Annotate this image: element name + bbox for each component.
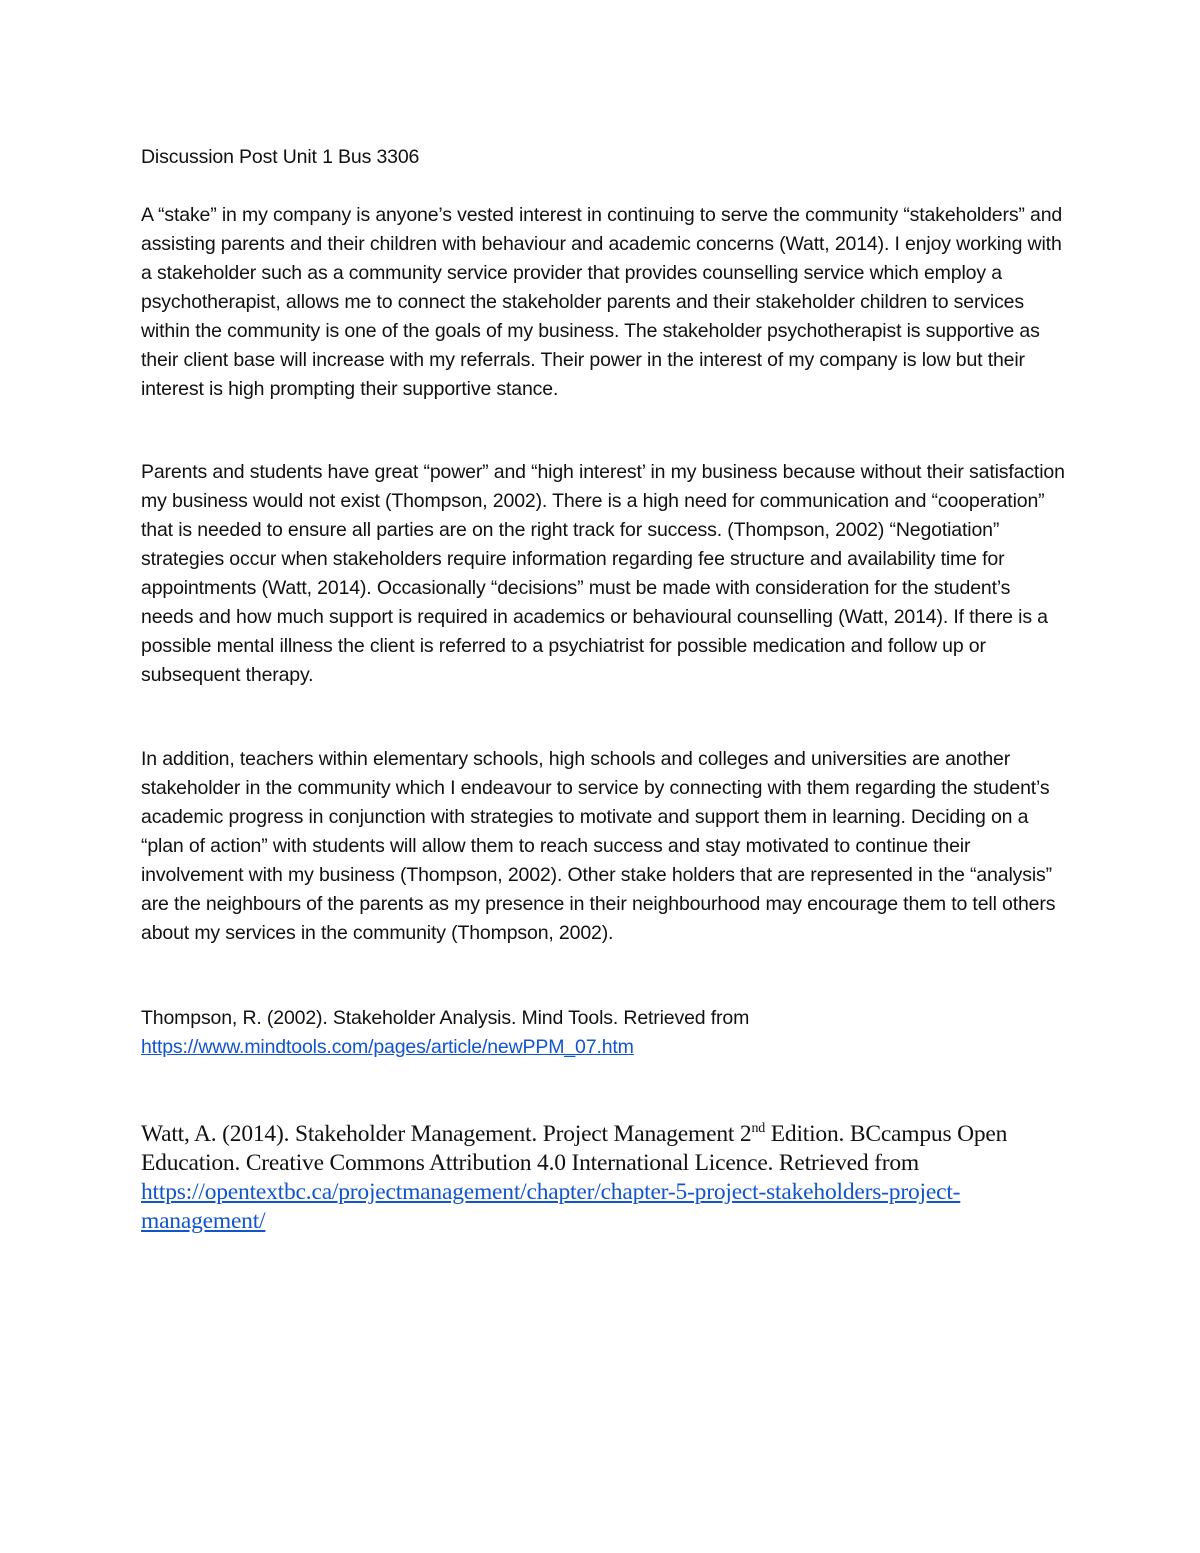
reference-watt-text-1: Watt, A. (2014). Stakeholder Management. Project Management 2 bbox=[141, 1121, 752, 1147]
reference-watt bbox=[141, 1120, 1066, 1236]
paragraph-stakes: A “stake” in my company is anyone’s vested interest in continuing to serve the community “stakeholders” and assisting parents and their children with behaviour and academic concerns (Watt, 2014). I enjoy working with a stakeholder such as a community service provider that provides counselling service which employ a psychotherapist, allows me to connect the stakeholder parents and their stakeholder children to services within the community is one of the goals of my business. The stakeholder psychotherapist is supportive as their client base will increase with my referrals. Their power in the interest of my company is low but their interest is high prompting their supportive stance. bbox=[141, 204, 1063, 400]
paragraph-teachers: In addition, teachers within elementary schools, high schools and colleges and universities are another stakeholder in the community which I endeavour to service by connecting with them regarding the student’s academic progress in conjunction with strategies to motivate and support them in learning. Deciding on a “plan of action” with students will allow them to reach success and stay motivated to continue their involvement with my business (Thompson, 2002). Other stake holders that are represented in the “analysis” are the neighbours of the parents as my presence in their neighbourhood may encourage them to tell others about my services in the community (Thompson, 2002). bbox=[141, 748, 1056, 944]
document-title: Discussion Post Unit 1 Bus 3306 bbox=[141, 146, 420, 168]
reference-thompson-text: Thompson, R. (2002). Stakeholder Analysis. Mind Tools. Retrieved from bbox=[141, 1007, 750, 1029]
reference-watt-superscript: nd bbox=[751, 1121, 766, 1136]
reference-thompson bbox=[141, 1004, 1066, 1062]
reference-watt-link[interactable]: https://opentextbc.ca/projectmanagement/chapter/chapter-5-project-stakeholders-project-management/ bbox=[141, 1179, 961, 1234]
reference-thompson-link[interactable]: https://www.mindtools.com/pages/article/newPPM_07.htm bbox=[141, 1036, 634, 1058]
paragraph-parents-students: Parents and students have great “power” and “high interest’ in my business because without their satisfaction my business would not exist (Thompson, 2002). There is a high need for communication and “cooperation” that is needed to ensure all parties are on the right track for success. (Thompson, 2002) “Negotiation” strategies occur when stakeholders require information regarding fee structure and availability time for appointments (Watt, 2014). Occasionally “decisions” must be made with consideration for the student’s needs and how much support is required in academics or behavioural counselling (Watt, 2014). If there is a possible mental illness the client is referred to a psychiatrist for possible medication and follow up or subsequent therapy. bbox=[141, 461, 1065, 686]
reference-watt-text-2: Edition. BCcampus Open Education. Creative Commons Attribution 4.0 International Licence. Retrieved from bbox=[141, 1121, 1008, 1176]
